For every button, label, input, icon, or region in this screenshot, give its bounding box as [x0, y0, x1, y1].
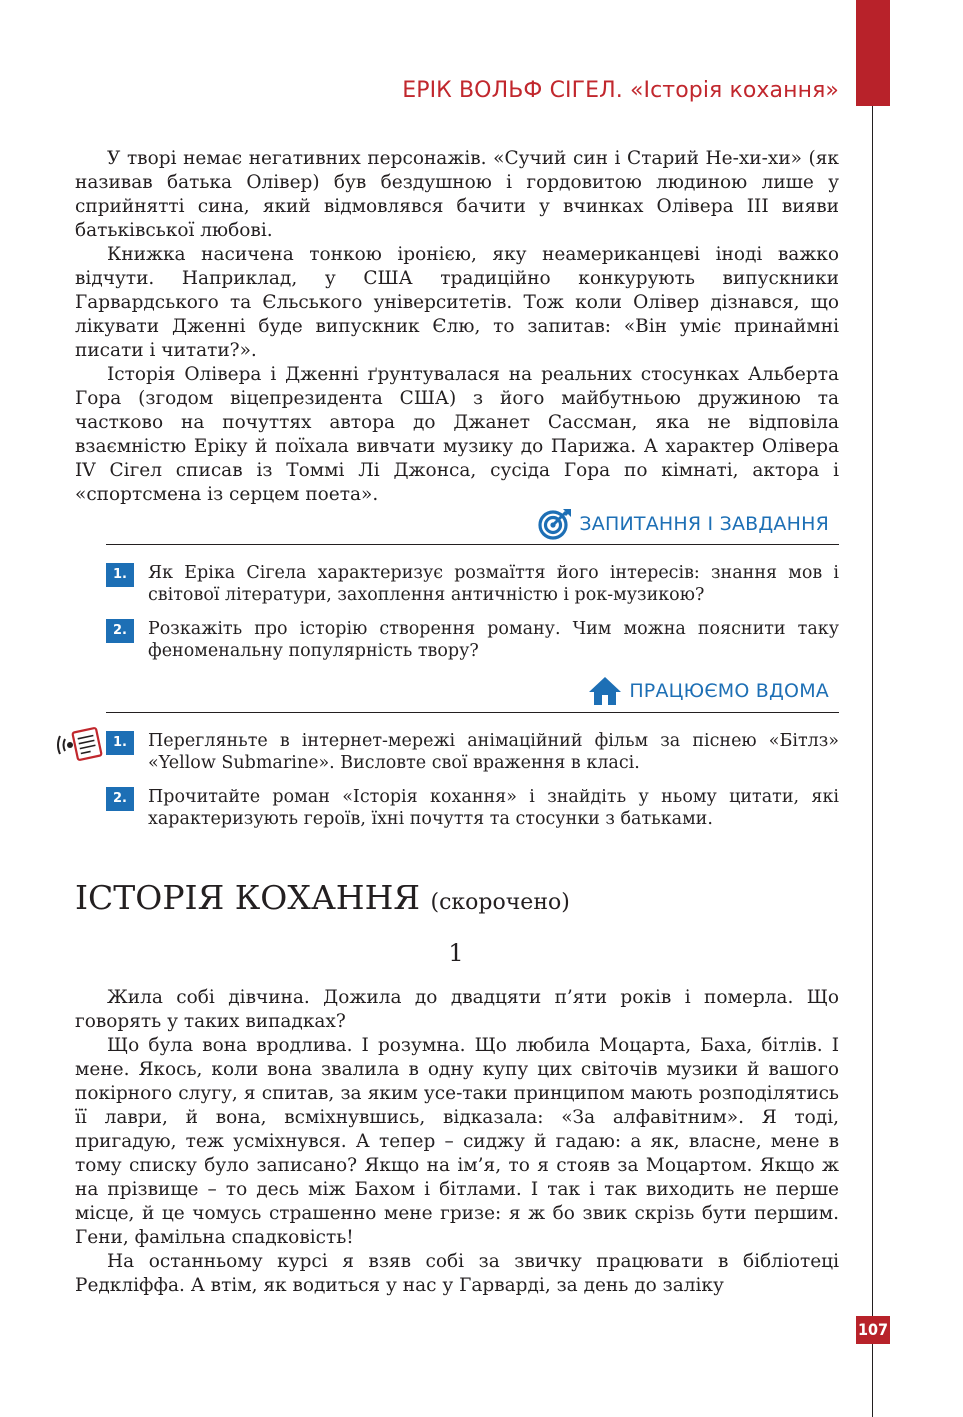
- homework-title: ПРАЦЮЄМО ВДОМА: [629, 680, 829, 702]
- paragraph: Історія Олівера і Дженні ґрунтувалася на реальних стосунках Альберта Гора (згодом віцепрезидента США) з його майбутньою дружиною та частково на почуттях автора до Джанет Сассман, яка не відповіла взаємністю Еріку й поїхала вивчати музику до Парижа. А характер Олівера IV Сігел списав із Томмі Лі Джонса, сусіда Гора по кімнаті, актора і «спортсмена із серцем поета».: [75, 364, 839, 505]
- excerpt-text: [75, 986, 839, 1298]
- title-note: (скорочено): [430, 890, 570, 915]
- item-number: 2.: [106, 619, 134, 643]
- title-main: ІСТОРІЯ КОХАННЯ: [75, 878, 421, 917]
- running-title: ЕРІК ВОЛЬФ СІГЕЛ. «Історія кохання»: [402, 78, 839, 103]
- paragraph: На останньому курсі я взяв собі за звичку працювати в бібліотеці Редкліффа. А втім, як водиться у нас у Гарварді, за день до заліку: [75, 1251, 839, 1296]
- question-item: [106, 618, 839, 662]
- item-number: 1.: [106, 563, 134, 587]
- paragraph: Книжка насичена тонкою іронією, яку неамериканцеві іноді важко відчути. Наприклад, у США традиційно конкурують випускники Гарвардського та Єльського університетів. Тож коли Олівер дізнався, що лікувати Дженні буде випускник Єлю, то запитав: «Він уміє принаймні писати і читати?».: [75, 244, 839, 361]
- intro-text: [75, 147, 839, 507]
- chapter-number: 1: [448, 939, 464, 967]
- homework-item: [106, 786, 839, 830]
- item-text: Прочитайте роман «Історія кохання» і знайдіть у ньому цитати, які характеризують героїв, їхні почуття та стосунки з батьками.: [148, 787, 839, 829]
- questions-heading: [538, 508, 829, 540]
- target-icon: [538, 508, 572, 540]
- item-number: 1.: [106, 731, 134, 755]
- divider: [106, 544, 839, 545]
- paragraph: У творі немає негативних персонажів. «Сучий син і Старий Не-хи-хи» (як називав батька Олівер) був бездушною і гордовитою людиною лише у сприйнятті сина, який відмовлявся бачити у вчинках Олівера III вияви батьківської любові.: [75, 148, 839, 241]
- item-text: Перегляньте в інтернет-мережі анімаційний фільм за піснею «Бітлз» «Yellow Submarine». Висловте свої враження в класі.: [148, 731, 839, 773]
- excerpt-title: [75, 876, 570, 925]
- divider: [106, 712, 839, 713]
- questions-title: ЗАПИТАННЯ І ЗАВДАННЯ: [579, 513, 829, 535]
- item-number: 2.: [106, 787, 134, 811]
- item-text: Розкажіть про історію створення роману. Чим можна пояснити таку феноменальну популярність твору?: [148, 619, 839, 661]
- item-text: Як Еріка Сігела характеризує розмаїття його інтересів: знання мов і світової літератури, захоплення античністю і рок-музикою?: [148, 563, 839, 605]
- question-item: [106, 562, 839, 606]
- paragraph: Що була вона вродлива. І розумна. Що любила Моцарта, Баха, бітлів. І мене. Якось, коли вона звалила в одну купу цих світочів музики й вашого покірного слугу, я спитав, за яким усе-таки принципом мають розподілятись її лаври, й вона, всміхнувшись, відказала: «За алфавітним». Я тоді, пригадую, теж усміхнувся. А тепер – сиджу й гадаю: а як, власне, мене в тому списку було записано? Якщо на ім’я, то я стояв за Моцартом. Якщо ж на прізвище – то десь між Бахом і бітлами. І так і так виходить не перше місце, й це чомусь страшенно мене гризе: я ж бо звик скрізь бути першим. Гени, фамільна спадковість!: [75, 1035, 839, 1248]
- homework-item: [106, 730, 839, 774]
- online-task-icon: [55, 724, 103, 770]
- homework-heading: [588, 676, 829, 706]
- paragraph: Жила собі дівчина. Дожила до двадцяти п’яти років і померла. Що говорять у таких випадках?: [75, 987, 839, 1032]
- margin-line: [872, 106, 873, 1417]
- page-number: 107: [856, 1316, 890, 1344]
- corner-tab: [856, 0, 890, 106]
- home-icon: [588, 676, 622, 706]
